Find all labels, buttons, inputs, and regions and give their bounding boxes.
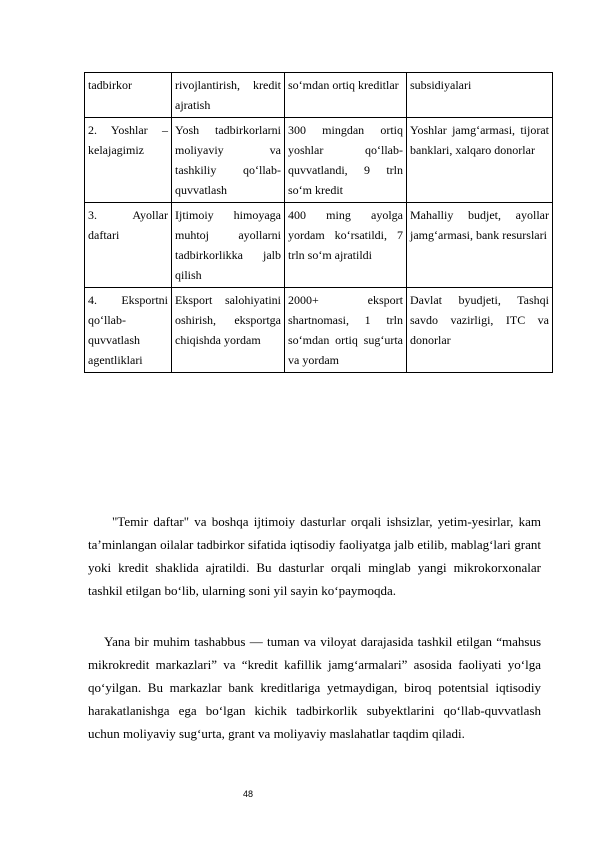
table-cell: 2. Yoshlar – kelajagimiz <box>85 118 172 203</box>
table-cell: 300 mingdan ortiq yoshlar qo‘llab-quvvatlandi, 9 trln so‘m kredit <box>285 118 407 203</box>
table-cell: Davlat byudjeti, Tashqi savdo vazirligi, ITC va donorlar <box>407 288 553 373</box>
page-number: 48 <box>243 789 254 799</box>
table-cell: Yoshlar jamg‘armasi, tijorat banklari, xalqaro donorlar <box>407 118 553 203</box>
table-cell: Ijtimoiy himoyaga muhtoj ayollarni tadbirkorlikka jalb qilish <box>172 203 285 288</box>
table-cell: so‘mdan ortiq kreditlar <box>285 73 407 118</box>
programs-table <box>84 72 553 373</box>
table-cell: 400 ming ayolga yordam ko‘rsatildi, 7 trln so‘m ajratildi <box>285 203 407 288</box>
body-paragraph: Yana bir muhim tashabbus — tuman va viloyat darajasida tashkil etilgan “mahsus mikrokredit markazlari” va “kredit kafillik jamg‘armalari” asosida faoliyati yo‘lga qo‘yilgan. Bu markazlar bank kreditlariga yetmaydigan, biroq potentsial iqtisodiy harakatlanishga ega bo‘lgan kichik tadbirkorlik subyektlarini qo‘llab-quvvatlash uchun moliyaviy sug‘urta, grant va moliyaviy maslahatlar taqdim qiladi. <box>88 634 541 741</box>
table-cell: 3. Ayollar daftari <box>85 203 172 288</box>
table-row <box>85 288 553 373</box>
table-cell: rivojlantirish, kredit ajratish <box>172 73 285 118</box>
table-row <box>85 203 553 288</box>
table-row <box>85 118 553 203</box>
body-paragraph: "Temir daftar" va boshqa ijtimoiy dasturlar orqali ishsizlar, yetim-yesirlar, kam ta’minlangan oilalar tadbirkor sifatida iqtisodiy faoliyatga jalb etilib, mablag‘lari grant yoki kredit shaklida ajratildi. Bu dasturlar orqali minglab yangi mikrokorxonalar tashkil etilgan bo‘lib, ularning soni yil sayin ko‘paymoqda. <box>88 514 541 598</box>
table-cell: Yosh tadbirkorlarni moliyaviy va tashkiliy qo‘llab-quvvatlash <box>172 118 285 203</box>
table-cell: subsidiyalari <box>407 73 553 118</box>
table-cell: 4. Eksportni qo‘llab-quvvatlash agentliklari <box>85 288 172 373</box>
table-cell: tadbirkor <box>85 73 172 118</box>
table-row <box>85 73 553 118</box>
table-cell: Mahalliy budjet, ayollar jamg‘armasi, bank resurslari <box>407 203 553 288</box>
table-cell: Eksport salohiyatini oshirish, eksportga chiqishda yordam <box>172 288 285 373</box>
table-cell: 2000+ eksport shartnomasi, 1 trln so‘mdan ortiq sug‘urta va yordam <box>285 288 407 373</box>
